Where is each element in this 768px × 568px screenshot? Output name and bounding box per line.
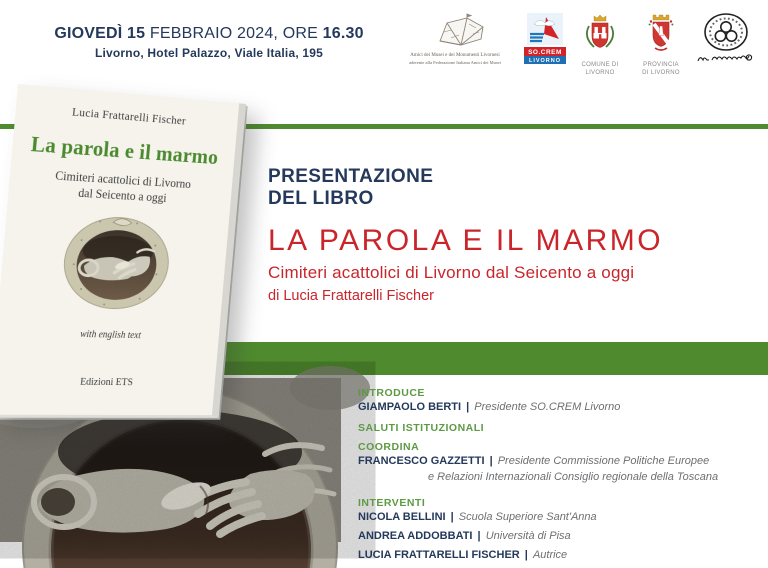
book-subtitle-2: dal Seicento a oggi [77, 186, 168, 206]
program-entry [358, 530, 762, 544]
amici-musei-caption-1: Amici dei Musei e dei Monumenti Livornesi [410, 53, 500, 58]
book-publisher: Edizioni ETS [79, 376, 134, 388]
program-entry [358, 455, 762, 469]
socrem-emblem-icon [524, 12, 566, 66]
comune-livorno-logo [574, 12, 626, 77]
program-block [358, 387, 762, 568]
socrem-name: SO.CREM [528, 49, 562, 56]
program-entry [358, 549, 762, 563]
event-date-month: FEBBRAIO 2024, ORE [145, 25, 323, 42]
circular-seal-icon [696, 12, 756, 68]
book-title: La parola e il marmo [29, 131, 220, 169]
separator: | [466, 401, 470, 413]
speaker-role-continued: e Relazioni Internazionali Consiglio regionale della Toscana [428, 470, 719, 483]
signature-squiggle-icon [698, 55, 752, 61]
presentation-byline: di Lucia Frattarelli Fischer [268, 287, 434, 304]
event-venue: Livorno, Hotel Palazzo, Viale Italia, 195 [94, 46, 324, 60]
separator: | [489, 454, 493, 467]
program-label-introduce: INTRODUCE [358, 387, 425, 399]
provincia-livorno-crest-icon [643, 12, 679, 58]
speaker-name: ANDREA ADDOBBATI [358, 529, 473, 542]
provincia-livorno-logo [633, 12, 689, 77]
event-time: 16.30 [322, 25, 364, 42]
seal-signature-logo [696, 12, 756, 68]
speaker-name: NICOLA BELLINI [358, 510, 446, 523]
presentation-subtitle: Cimiteri acattolici di Livorno dal Seicento a oggi [268, 262, 635, 282]
book-english-note: with english text [79, 328, 142, 341]
event-date-block [28, 25, 390, 60]
separator: | [477, 529, 481, 542]
program-label-interventi: INTERVENTI [358, 496, 426, 509]
program-label-saluti: SALUTI ISTITUZIONALI [358, 421, 485, 434]
speaker-name: FRANCESCO GAZZETTI [358, 454, 485, 467]
handshake-etching-icon [57, 209, 177, 312]
speaker-role: Presidente Commissione Politiche Europee [497, 454, 710, 467]
amici-musei-caption-2: aderente alla Federazione Italiana Amici dei Musei [409, 59, 501, 65]
socrem-city: LIVORNO [528, 58, 562, 65]
book-cover [0, 84, 246, 418]
event-date [28, 25, 390, 43]
comune-caption-2: LIVORNO [585, 70, 615, 77]
speaker-role: Università di Pisa [485, 529, 571, 542]
presentation-heading [268, 166, 758, 304]
book-author: Lucia Frattarelli Fischer [71, 104, 187, 128]
program-label-coordina: COORDINA [358, 440, 420, 453]
presentation-title: LA PAROLA E IL MARMO [268, 223, 664, 257]
amici-musei-logo [394, 12, 516, 66]
speaker-name: LUCIA FRATTARELLI FISCHER [358, 548, 520, 561]
provincia-caption-1: PROVINCIA [643, 62, 679, 68]
partner-logos [394, 12, 756, 77]
socrem-logo [523, 12, 567, 66]
provincia-caption-2: DI LIVORNO [642, 70, 680, 77]
comune-caption-1: COMUNE DI [581, 62, 619, 68]
book-subtitle-1: Cimiteri acattolici di Livorno [54, 168, 192, 191]
event-date-day: GIOVEDÌ 15 [54, 25, 146, 42]
speaker-name: GIAMPAOLO BERTI [358, 401, 462, 413]
kicker-line-1: PRESENTAZIONE [268, 166, 434, 187]
amici-musei-sketch-icon [395, 12, 515, 52]
speaker-role: Autrice [532, 548, 568, 561]
program-entry [358, 401, 762, 415]
separator: | [524, 548, 528, 561]
separator: | [450, 510, 454, 523]
speaker-role: Scuola Superiore Sant'Anna [458, 510, 597, 523]
kicker-line-2: DEL LIBRO [268, 188, 374, 210]
comune-livorno-crest-icon [583, 12, 617, 58]
program-entry [358, 511, 762, 525]
speaker-role: Presidente SO.CREM Livorno [474, 401, 621, 413]
